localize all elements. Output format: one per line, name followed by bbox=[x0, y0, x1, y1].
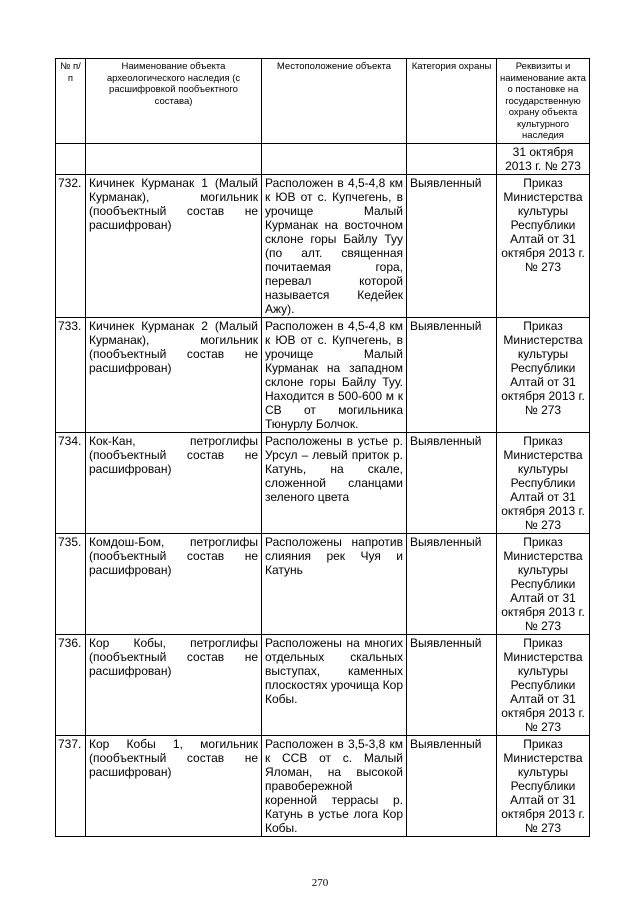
cell-category bbox=[407, 143, 497, 174]
cell-number: 736. bbox=[56, 634, 86, 735]
continuation-row bbox=[56, 143, 590, 174]
cell-category: Выявленный bbox=[407, 634, 497, 735]
cell-name: Кок-Кан, петроглифы (пообъектный состав не расшифрован) bbox=[86, 432, 262, 533]
cell-number: 732. bbox=[56, 174, 86, 317]
table-header-row bbox=[56, 59, 590, 144]
cell-name bbox=[86, 143, 262, 174]
cell-number: 734. bbox=[56, 432, 86, 533]
header-location: Местоположение объекта bbox=[262, 59, 407, 144]
cell-name: Кор Кобы 1, могильник (пообъектный состав не расшифрован) bbox=[86, 735, 262, 836]
cell-number bbox=[56, 143, 86, 174]
cell-category: Выявленный bbox=[407, 174, 497, 317]
cell-location: Расположены на многих отдельных скальных выступах, каменных плоскостях урочища Кор Кобы. bbox=[262, 634, 407, 735]
cell-document: Приказ Министерства культуры Республики Алтай от 31 октября 2013 г. № 273 bbox=[497, 735, 590, 836]
cell-document: Приказ Министерства культуры Республики Алтай от 31 октября 2013 г. № 273 bbox=[497, 432, 590, 533]
cell-category: Выявленный bbox=[407, 533, 497, 634]
cell-document: Приказ Министерства культуры Республики Алтай от 31 октября 2013 г. № 273 bbox=[497, 533, 590, 634]
header-number: № п/п bbox=[56, 59, 86, 144]
cell-document: 31 октября 2013 г. № 273 bbox=[497, 143, 590, 174]
header-document: Реквизиты и наименование акта о постановке на государственную охрану объекта культурного наследия bbox=[497, 59, 590, 144]
cell-location: Расположен в 4,5-4,8 км к ЮВ от с. Купчегень, в урочище Малый Курманак на восточном склоне горы Байлу Туу (по алт. священная почитаемая гора, перевал которой называется Кедейек Ажу). bbox=[262, 174, 407, 317]
cell-location: Расположены напротив слияния рек Чуя и Катунь bbox=[262, 533, 407, 634]
cell-location: Расположен в 4,5-4,8 км к ЮВ от с. Купчегень, в урочище Малый Курманак на западном склоне горы Байлу Туу. Находится в 500-600 м к СВ от могильника Тюнурлу Болчок. bbox=[262, 317, 407, 432]
table-row bbox=[56, 634, 590, 735]
cell-category: Выявленный bbox=[407, 317, 497, 432]
cell-document: Приказ Министерства культуры Республики Алтай от 31 октября 2013 г. № 273 bbox=[497, 634, 590, 735]
cell-location: Расположены в устье р. Урсул – левый приток р. Катунь, на скале, сложенной сланцами зеленого цвета bbox=[262, 432, 407, 533]
cell-name: Кичинек Курманак 1 (Малый Курманак), могильник (пообъектный состав не расшифрован) bbox=[86, 174, 262, 317]
table-row bbox=[56, 317, 590, 432]
table-row bbox=[56, 432, 590, 533]
table-row bbox=[56, 735, 590, 836]
cell-name: Кор Кобы, петроглифы (пообъектный состав не расшифрован) bbox=[86, 634, 262, 735]
cell-category: Выявленный bbox=[407, 735, 497, 836]
cell-name: Комдош-Бом, петроглифы (пообъектный состав не расшифрован) bbox=[86, 533, 262, 634]
cell-document: Приказ Министерства культуры Республики Алтай от 31 октября 2013 г. № 273 bbox=[497, 317, 590, 432]
page-number: 270 bbox=[311, 877, 329, 889]
cell-document: Приказ Министерства культуры Республики Алтай от 31 октября 2013 г. № 273 bbox=[497, 174, 590, 317]
cell-location bbox=[262, 143, 407, 174]
cell-category: Выявленный bbox=[407, 432, 497, 533]
table-row bbox=[56, 174, 590, 317]
cell-name: Кичинек Курманак 2 (Малый Курманак), могильник (пообъектный состав не расшифрован) bbox=[86, 317, 262, 432]
table-row bbox=[56, 533, 590, 634]
cell-number: 733. bbox=[56, 317, 86, 432]
header-name: Наименование объекта археологического наследия (с расшифровкой пообъектного состава) bbox=[86, 59, 262, 144]
cell-number: 737. bbox=[56, 735, 86, 836]
cell-location: Расположен в 3,5-3,8 км к ССВ от с. Малый Яломан, на высокой правобережной коренной террасы р. Катунь в устье лога Кор Кобы. bbox=[262, 735, 407, 836]
header-category: Категория охраны bbox=[407, 59, 497, 144]
heritage-registry-table bbox=[55, 58, 590, 837]
cell-number: 735. bbox=[56, 533, 86, 634]
